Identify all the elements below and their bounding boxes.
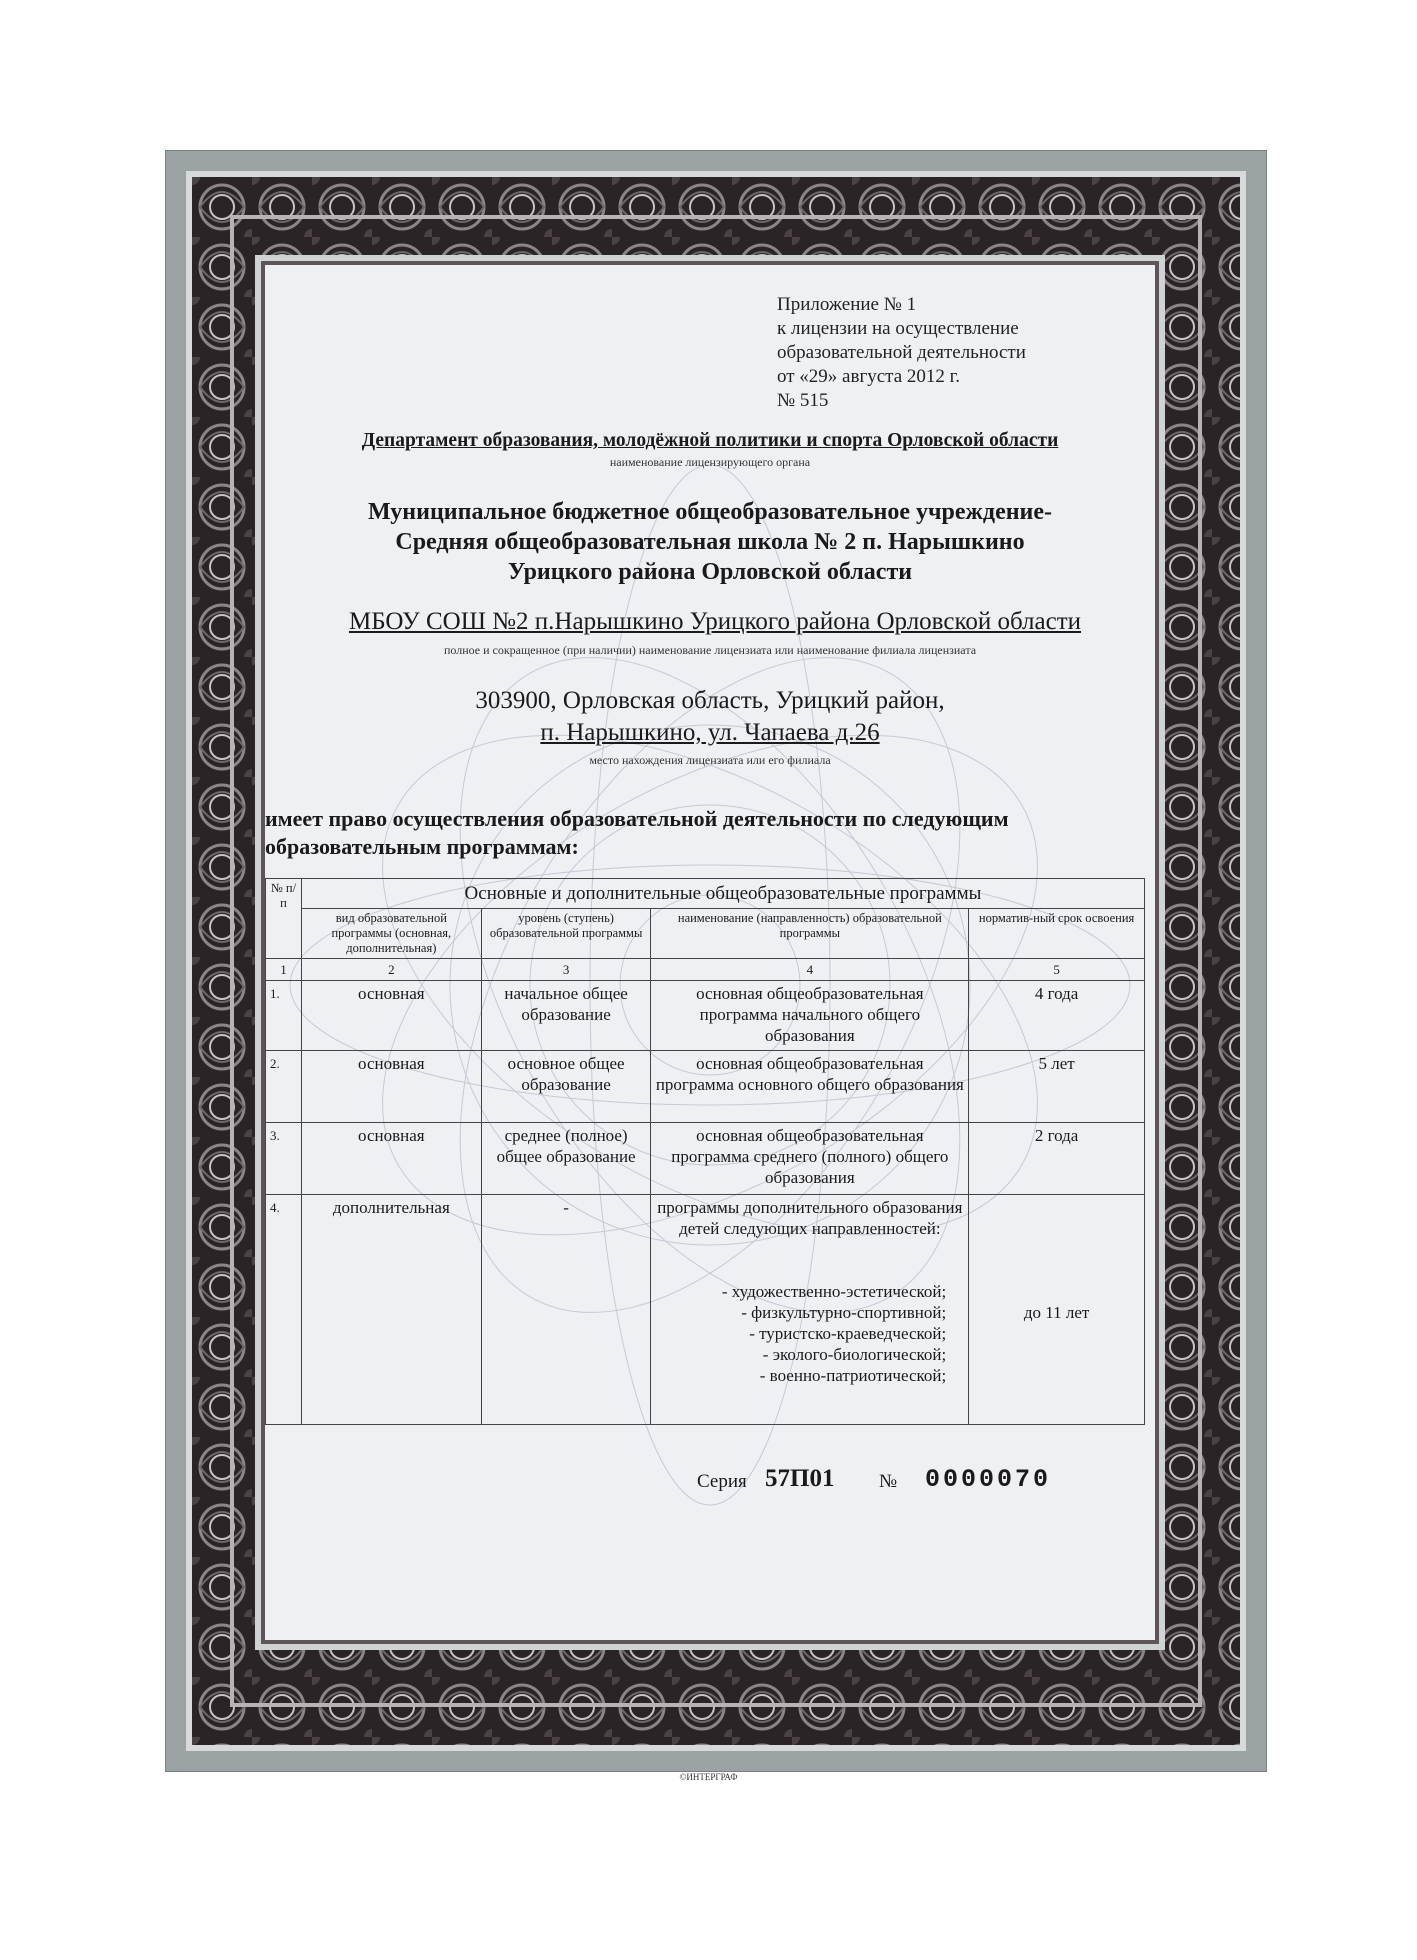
col-header-level: уровень (ступень) образовательной программы [481,909,651,959]
program-level: основное общее образование [481,1051,651,1123]
column-number: 2 [301,959,481,981]
annex-line: Приложение № 1 [777,294,917,315]
row-index: 4. [266,1195,302,1425]
program-name: основная общеобразовательная программа начального общего образования [651,981,969,1051]
row-index: 2. [266,1051,302,1123]
number-label: № [879,1471,898,1492]
directions-list [655,1281,964,1386]
col-header-kind: вид образовательной программы (основная, дополнительная) [301,909,481,959]
direction-item: - туристско-краеведческой; [749,1324,947,1343]
col-index-header: № п/п [266,879,302,959]
direction-item: - эколого-биологической; [762,1345,947,1364]
address-line: п. Нарышкино, ул. Чапаева д.26 [540,719,880,746]
licensee-full-name [265,497,1155,587]
document-body [261,261,1159,1644]
table-row [266,1123,1145,1195]
address-line: 303900, Орловская область, Урицкий район, [475,687,945,714]
row-index: 3. [266,1123,302,1195]
rights-line: образовательным программам: [265,834,579,859]
annex-header [777,293,1026,413]
program-level: - [481,1195,651,1425]
programs-table [265,878,1145,1425]
program-term: 4 года [969,981,1145,1051]
program-name: программы дополнительного образования детей следующих направленностей: [657,1198,963,1238]
direction-item: - физкультурно-спортивной; [741,1303,947,1322]
address-caption: место нахождения лицензиата или его филиала [589,753,831,767]
program-kind: основная [301,1123,481,1195]
table-row [266,981,1145,1051]
program-kind: основная [301,981,481,1051]
program-level: начальное общее образование [481,981,651,1051]
col-header-name: наименование (направленность) образовательной программы [651,909,969,959]
row-index: 1. [266,981,302,1051]
annex-line: № 515 [777,390,829,411]
col-header-term: норматив-ный срок освоения [969,909,1145,959]
licensee-name-caption: полное и сокращенное (при наличии) наименование лицензиата или наименование филиала лицензиата [443,643,977,657]
number-value: 0000070 [925,1465,1052,1494]
annex-line: к лицензии на осуществление [777,318,1019,339]
program-name: основная общеобразовательная программа среднего (полного) общего образования [651,1123,969,1195]
program-kind: дополнительная [301,1195,481,1425]
program-term: до 11 лет [1023,1303,1090,1322]
licensor-name: Департамент образования, молодёжной политики и спорта Орловской области [361,430,1059,451]
program-name: основная общеобразовательная программа основного общего образования [651,1051,969,1123]
annex-line: от «29» августа 2012 г. [777,366,961,387]
program-level: среднее (полное) общее образование [481,1123,651,1195]
column-numbers-row [266,959,1145,981]
direction-item: - военно-патриотической; [759,1366,947,1385]
rights-line: имеет право осуществления образовательной деятельности по следующим [265,806,1009,831]
program-term-cell [969,1195,1145,1425]
licensee-name-line: Средняя общеобразовательная школа № 2 п. Нарышкино [395,529,1025,555]
column-number: 5 [969,959,1145,981]
direction-item: - художественно-эстетической; [721,1282,947,1301]
column-number: 3 [481,959,651,981]
table-row [266,1195,1145,1425]
printer-mark: ©ИНТЕРГРАФ [679,1772,738,1782]
group-header: Основные и дополнительные общеобразовательные программы [301,879,1144,909]
table-row [266,1051,1145,1123]
licensor-caption: наименование лицензирующего органа [609,455,811,469]
program-term: 5 лет [969,1051,1145,1123]
series-label: Серия [697,1471,747,1492]
licensee-name-line: Урицкого района Орловской области [507,559,913,585]
licensee-name-line: Муниципальное бюджетное общеобразовательное учреждение- [367,499,1053,525]
program-name-cell [651,1195,969,1425]
annex-line: образовательной деятельности [777,342,1026,363]
licensee-short-name: МБОУ СОШ №2 п.Нарышкино Урицкого района Орловской области [348,608,1082,635]
series-value: 57П01 [765,1465,835,1492]
license-sheet [165,150,1267,1772]
program-term: 2 года [969,1123,1145,1195]
column-number: 1 [266,959,302,981]
licensee-address [265,685,1155,749]
column-number: 4 [651,959,969,981]
rights-statement [265,805,1145,861]
program-kind: основная [301,1051,481,1123]
